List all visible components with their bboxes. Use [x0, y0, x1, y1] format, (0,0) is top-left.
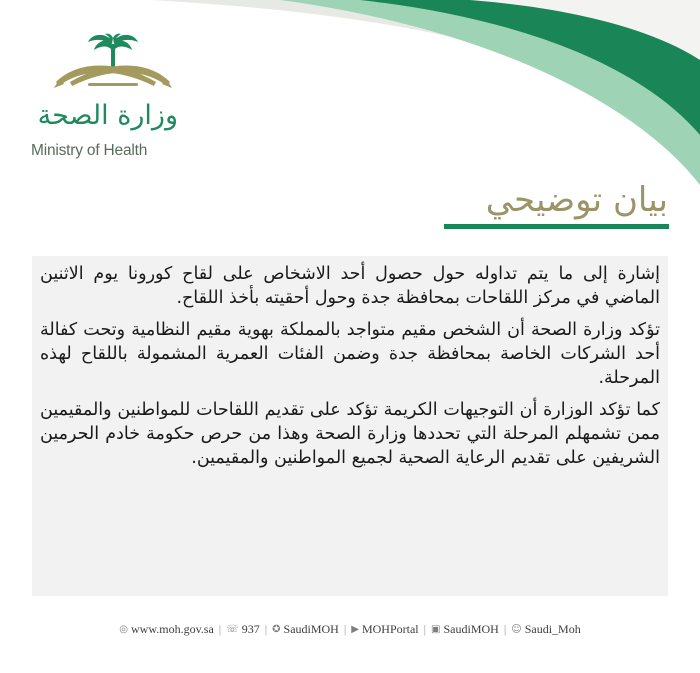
statement-paragraph-1: إشارة إلى ما يتم تداوله حول حصول أحد الاشخاص على لقاح كورونا يوم الاثنين الماضي في مركز اللقاحات بمحافظة جدة وحول أحقيته بأخذ اللقاح. — [40, 264, 660, 308]
phone-icon: ☏ — [226, 624, 239, 635]
ministry-name-arabic: وزارة الصحة — [37, 100, 178, 131]
statement-body — [40, 262, 660, 478]
footer-separator: | — [218, 622, 222, 636]
statement-title: بيان توضيحي — [485, 180, 668, 220]
footer-twitter[interactable]: ✪ SaudiMOH — [272, 622, 339, 636]
ministry-name-english: Ministry of Health — [31, 142, 148, 159]
snapchat-icon: ☺ — [511, 624, 522, 635]
instagram-icon: ▣ — [431, 624, 441, 635]
youtube-icon: ▶ — [351, 624, 359, 635]
statement-paragraph-3: كما تؤكد الوزارة أن التوجيهات الكريمة تؤكد على تقديم اللقاحات للمواطنين والمقيمين ممن تشمهلم المرحلة التي تحددها وزارة الصحة وهذا من حرص حكومة خادم الحرمين الشريفين على تقديم الرعاية الصحية لجميع المواطنين والمقيمين. — [40, 400, 660, 468]
footer-instagram[interactable]: ▣ SaudiMOH — [431, 622, 499, 636]
footer-separator: | — [264, 622, 268, 636]
contact-footer — [0, 622, 700, 637]
moh-logo — [28, 30, 188, 170]
footer-youtube[interactable]: ▶ MOHPortal — [351, 622, 419, 636]
twitter-icon: ✪ — [272, 624, 281, 635]
footer-separator: | — [503, 622, 507, 636]
footer-snapchat[interactable]: ☺ Saudi_Moh — [511, 622, 581, 636]
palm-swords-emblem-icon — [48, 30, 178, 100]
footer-separator: | — [423, 622, 427, 636]
statement-paragraph-2: تؤكد وزارة الصحة أن الشخص مقيم متواجد بالمملكة بهوية مقيم النظامية وتحت كفالة أحد الشركات الخاصة بمحافظة جدة وضمن الفئات العمرية المشمولة باللقاح لهذه المرحلة. — [40, 320, 660, 388]
footer-separator: | — [343, 622, 347, 636]
globe-icon: ◎ — [119, 624, 129, 635]
footer-phone[interactable]: ☏ 937 — [226, 622, 260, 636]
title-underline — [444, 224, 669, 229]
footer-website[interactable]: ◎ www.moh.gov.sa — [119, 622, 214, 636]
